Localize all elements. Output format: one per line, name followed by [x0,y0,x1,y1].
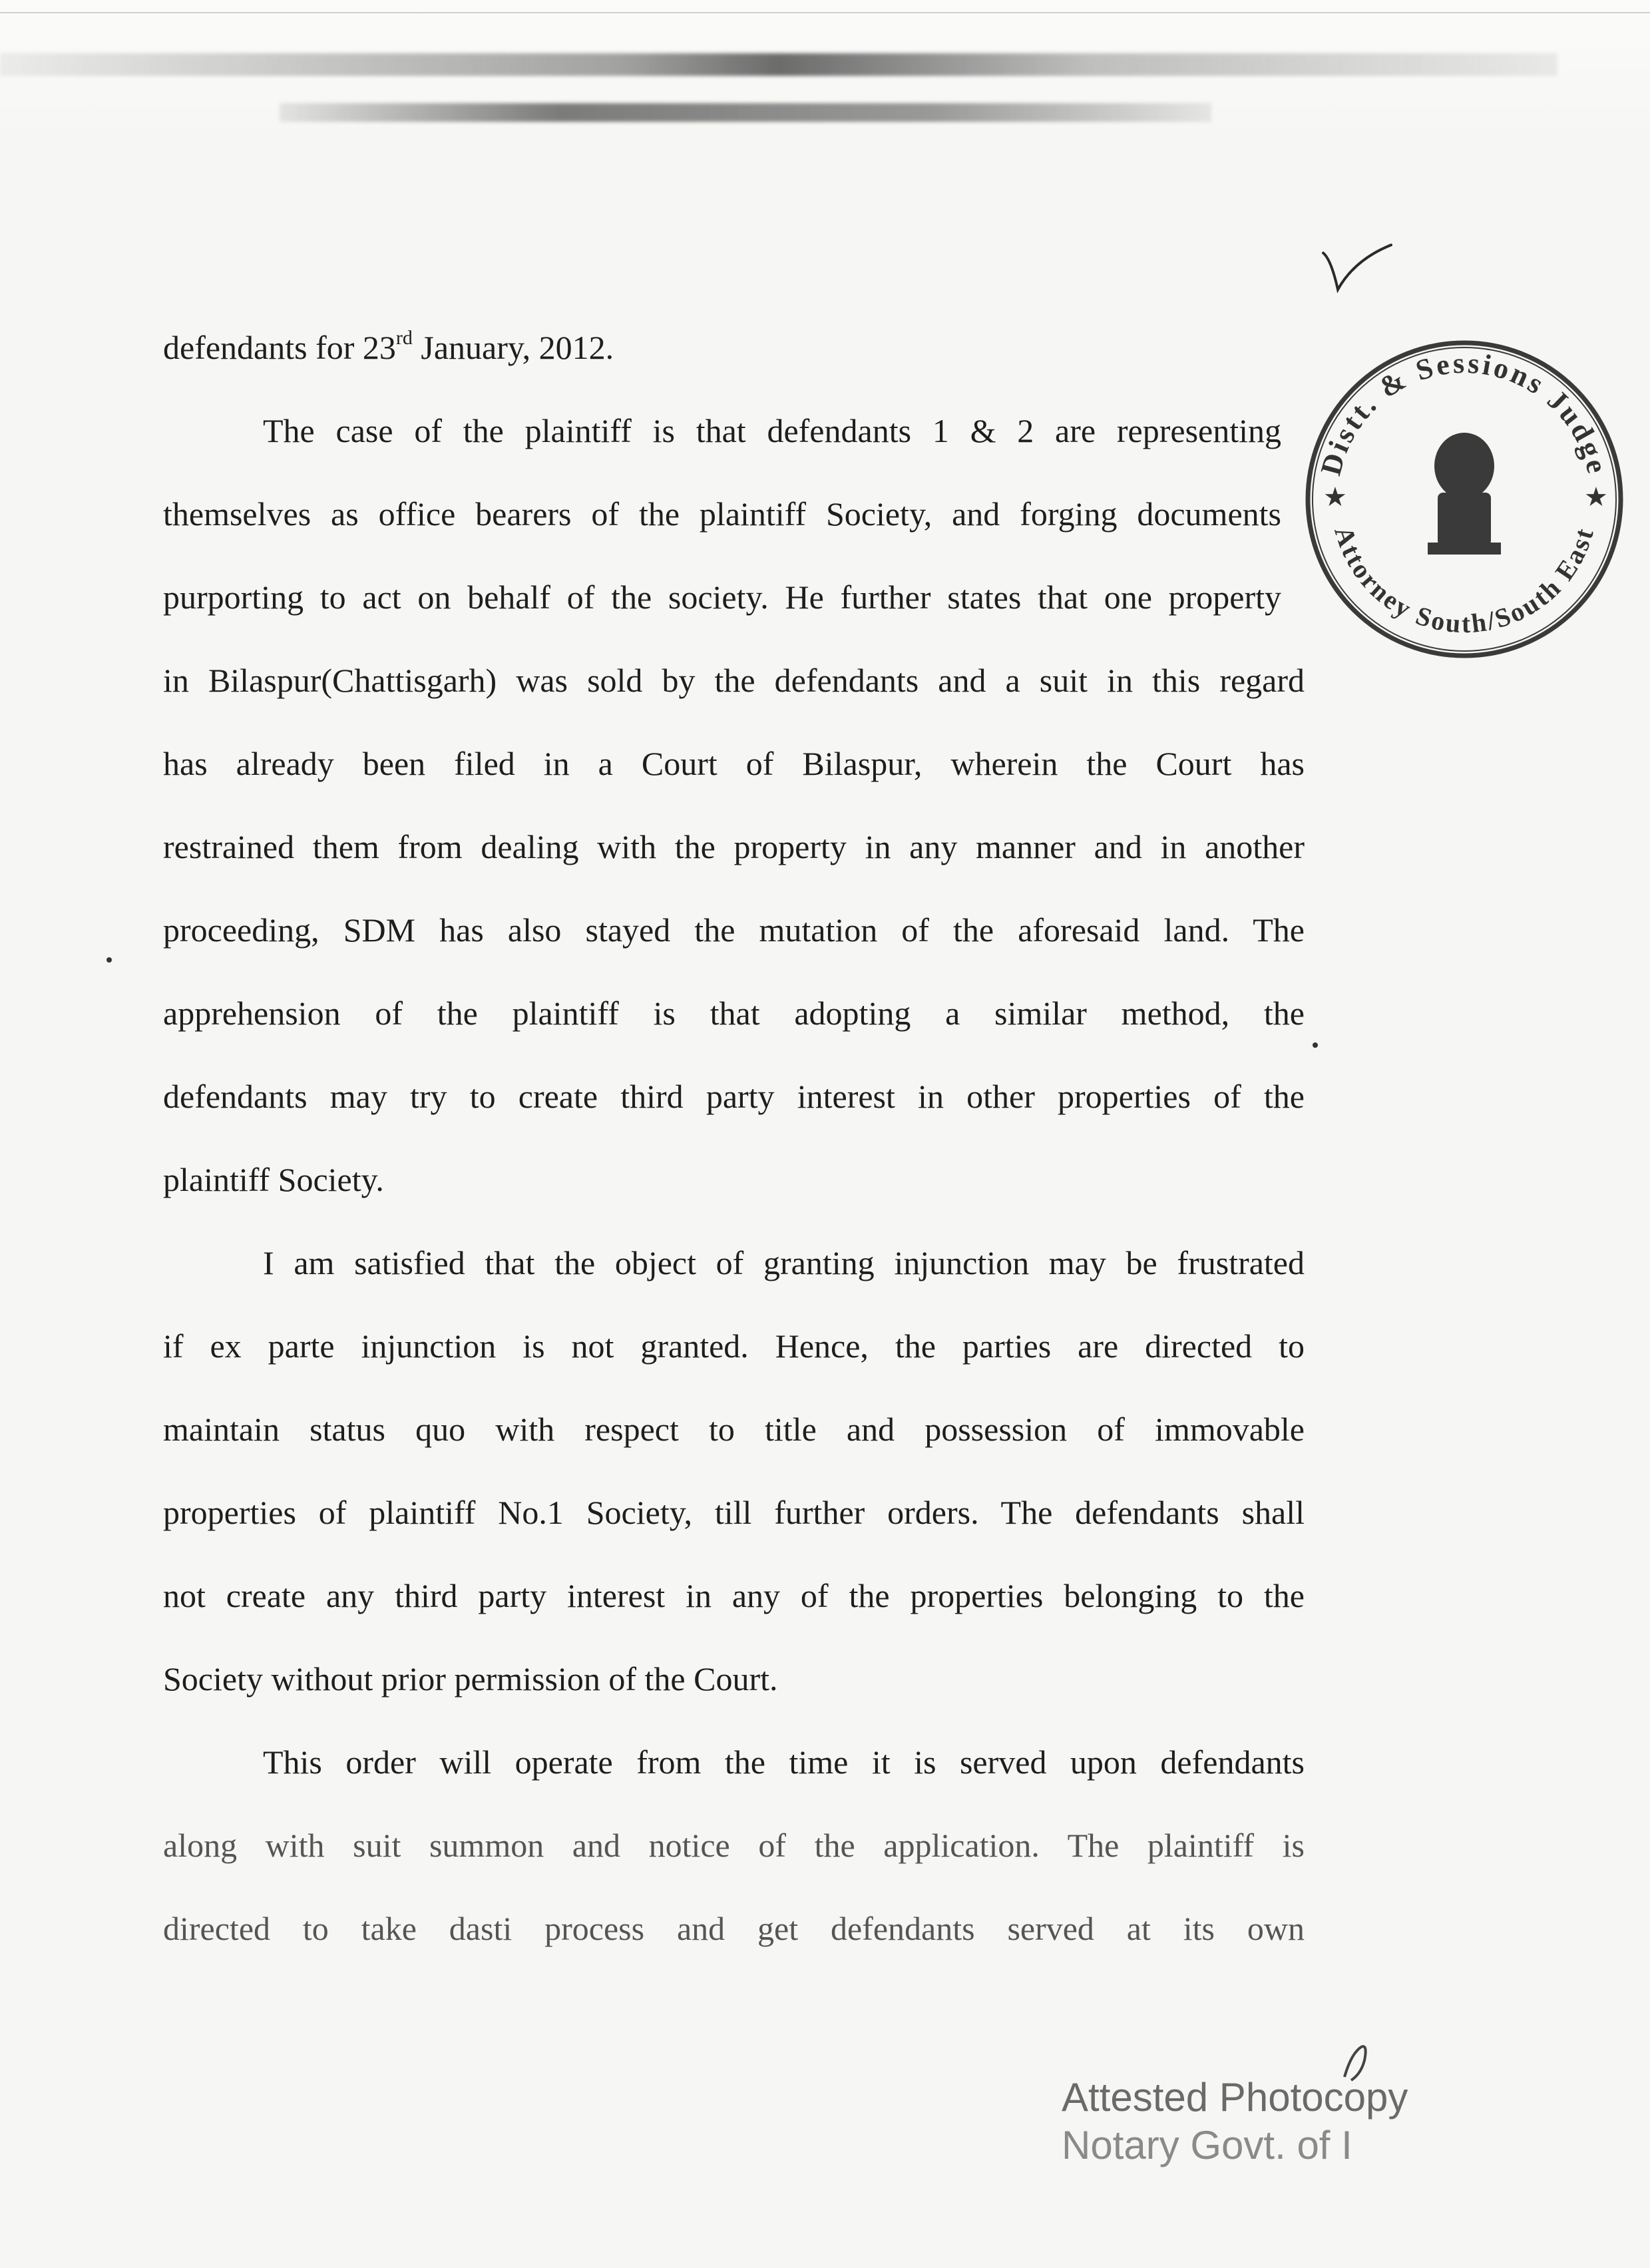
body-line-6: has already been filed in a Court of Bilaspur, wherein the Court has [163,745,1305,782]
body-line-14: maintain status quo with respect to title and possession of immovable [163,1411,1305,1448]
body-line-8: proceeding, SDM has also stayed the mutation of the aforesaid land. The [163,911,1305,949]
seal-bottom-text: Attorney South/South East [1329,523,1600,639]
scan-edge-line [0,12,1650,13]
seal-top-text: Distt. & Sessions Judge [1314,346,1615,479]
scan-speck [1313,1042,1318,1048]
court-seal-stamp [1291,326,1637,672]
body-line-12: I am satisfied that the object of granting injunction may be frustrated [263,1244,1305,1281]
attest-line-2: Notary Govt. of I [1062,2123,1352,2167]
handwritten-page-mark [1318,240,1398,300]
scan-smudge-second [280,103,1211,122]
body-line-13: if ex parte injunction is not granted. Hence, the parties are directed to [163,1327,1305,1365]
body-line-19: along with suit summon and notice of the application. The plaintiff is [163,1827,1305,1864]
body-line-5: in Bilaspur(Chattisgarh) was sold by the defendants and a suit in this regard [163,662,1305,699]
svg-text:★: ★ [1584,482,1608,513]
body-line-10: defendants may try to create third party interest in other properties of the [163,1078,1305,1115]
body-line-18: This order will operate from the time it is served upon defendants [263,1743,1305,1781]
body-line-2: The case of the plaintiff is that defendants 1 & 2 are representing [263,412,1281,449]
body-line-3: themselves as office bearers of the plaintiff Society, and forging documents [163,495,1281,533]
body-line-15: properties of plaintiff No.1 Society, till further orders. The defendants shall [163,1494,1305,1531]
svg-text:★: ★ [1323,482,1347,513]
body-line-1: defendants for 23rd January, 2012. [163,327,614,366]
body-line-9: apprehension of the plaintiff is that adopting a similar method, the [163,995,1305,1032]
body-line-11: plaintiff Society. [163,1161,384,1198]
emblem-icon [1428,433,1501,555]
body-line-20: directed to take dasti process and get defendants served at its own [163,1910,1305,1947]
body-line-4: purporting to act on behalf of the society. He further states that one property [163,578,1281,616]
body-line-16: not create any third party interest in any of the properties belonging to the [163,1577,1305,1614]
order-text-body [163,306,1305,1970]
body-line-17: Society without prior permission of the Court. [163,1660,778,1698]
scan-speck [106,957,112,963]
scan-smudge-top [0,53,1557,76]
attested-photocopy-stamp [1062,2074,1408,2169]
attest-line-1: Attested Photocopy [1062,2075,1408,2120]
body-line-7: restrained them from dealing with the property in any manner and in another [163,828,1305,865]
